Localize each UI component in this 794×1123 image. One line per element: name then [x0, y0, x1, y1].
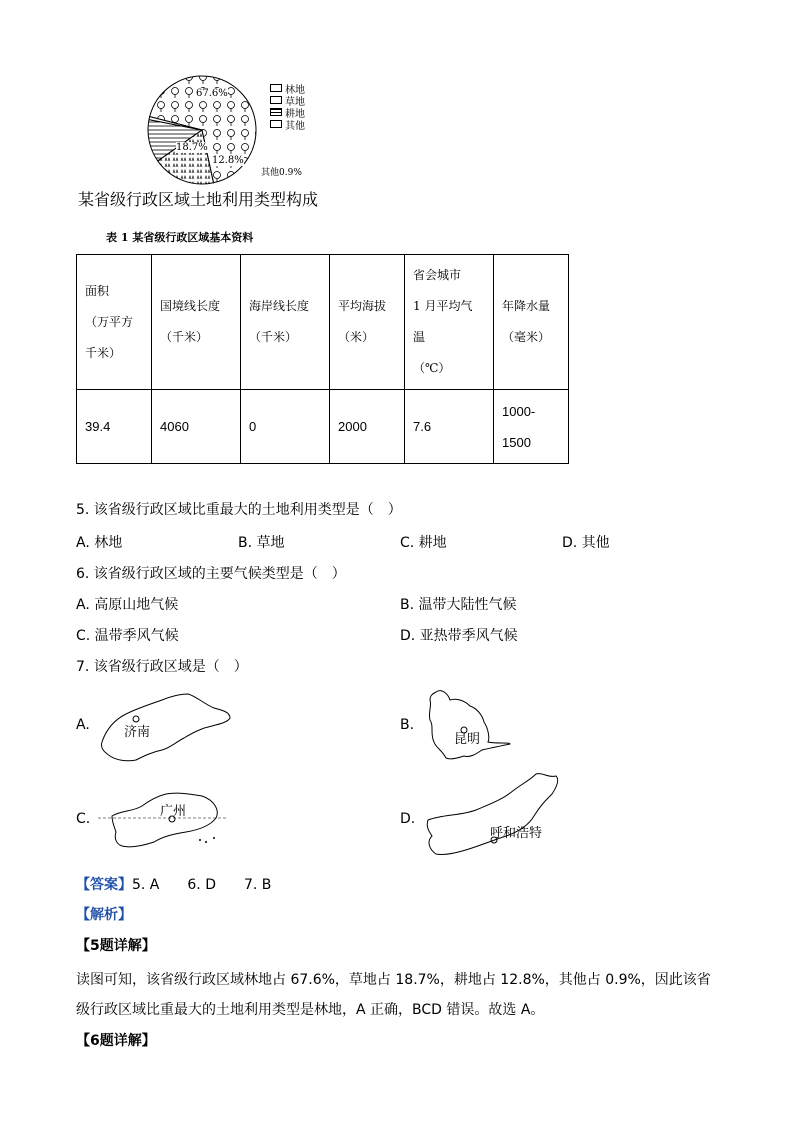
slice-label-grass: 18.7%	[176, 142, 208, 153]
answer-line	[76, 875, 271, 895]
td-coastline-length: 0	[241, 390, 330, 464]
td-border-length: 4060	[152, 390, 241, 464]
analysis-tag: 【解析】	[76, 907, 132, 923]
td-average-elevation: 2000	[330, 390, 405, 464]
map-yunnan[interactable]	[420, 686, 515, 766]
slice-label-farmland: 12.8%	[212, 155, 244, 166]
map-guangdong[interactable]	[98, 786, 228, 856]
q5-option-d[interactable]: D. 其他	[562, 535, 610, 551]
map-label-jinan: 济南	[124, 725, 151, 740]
legend-item-other: 其他	[270, 118, 305, 130]
answer-text: 5. A 6. D 7. B	[132, 877, 272, 893]
th-border-length: 国境线长度 （千米）	[152, 255, 241, 390]
q5-option-c[interactable]: C. 耕地	[400, 535, 447, 551]
province-outline-inner-mongolia	[424, 770, 564, 862]
legend-item-forest: 林地	[270, 82, 305, 94]
th-area: 面积 （万平方 千米）	[77, 255, 152, 390]
th-coastline-length: 海岸线长度 （千米）	[241, 255, 330, 390]
answer-tag: 【答案】	[76, 877, 132, 893]
q7-option-b[interactable]: B.	[400, 717, 415, 733]
td-capital-january-temp: 7.6	[405, 390, 494, 464]
td-area: 39.4	[77, 390, 152, 464]
map-label-kunming: 昆明	[454, 732, 481, 747]
legend-item-farmland: 耕地	[270, 106, 305, 118]
pie-figure	[140, 72, 340, 190]
q5-option-b[interactable]: B. 草地	[238, 535, 285, 551]
q6-detail-title: 【6题详解】	[76, 1033, 156, 1049]
th-capital-january-temp: 省会城市 1 月平均气 温 （℃）	[405, 255, 494, 390]
th-average-elevation: 平均海拔 （米）	[330, 255, 405, 390]
info-table	[76, 254, 569, 464]
pie-legend	[270, 82, 305, 130]
th-annual-precipitation: 年降水量 （毫米）	[494, 255, 569, 390]
q7-stem: 7. 该省级行政区域是（ ）	[76, 659, 248, 675]
q5-option-a[interactable]: A. 林地	[76, 535, 123, 551]
q6-stem: 6. 该省级行政区域的主要气候类型是（ ）	[76, 566, 346, 582]
q6-option-d[interactable]: D. 亚热带季风气候	[400, 628, 518, 644]
q6-option-b[interactable]: B. 温带大陆性气候	[400, 597, 517, 613]
q5-detail-title: 【5题详解】	[76, 938, 156, 954]
q5-detail-text: 读图可知，该省级行政区域林地占 67.6%，草地占 18.7%，耕地占 12.8%，其他占 0.9%，因此该省级行政区域比重最大的土地利用类型是林地，A 正确，BCD 错误。故选 A。	[76, 972, 711, 1018]
slice-label-forest: 67.6%	[196, 88, 228, 99]
figure-caption: 某省级行政区域土地利用类型构成	[78, 190, 319, 209]
pie-chart	[140, 72, 340, 190]
map-inner-mongolia[interactable]	[424, 770, 564, 862]
q7-option-a[interactable]: A.	[76, 717, 90, 733]
q7-option-d[interactable]: D.	[400, 811, 416, 827]
map-label-guangzhou: 广州	[160, 804, 187, 819]
q6-option-a[interactable]: A. 高原山地气候	[76, 597, 179, 613]
table-title: 表 1 某省级行政区域基本资料	[106, 231, 254, 244]
province-outline-shandong	[96, 690, 236, 765]
legend-item-grass: 草地	[270, 94, 305, 106]
q5-stem: 5. 该省级行政区域比重最大的土地利用类型是（ ）	[76, 502, 402, 518]
province-outline-yunnan	[420, 686, 515, 766]
slice-label-other: 其他0.9%	[261, 168, 302, 178]
map-shandong[interactable]	[96, 690, 236, 765]
td-annual-precipitation: 1000- 1500	[494, 390, 569, 464]
province-outline-guangdong	[98, 786, 228, 856]
map-label-hohhot: 呼和浩特	[490, 826, 543, 841]
q6-option-c[interactable]: C. 温带季风气候	[76, 628, 179, 644]
q7-option-c[interactable]: C.	[76, 811, 91, 827]
